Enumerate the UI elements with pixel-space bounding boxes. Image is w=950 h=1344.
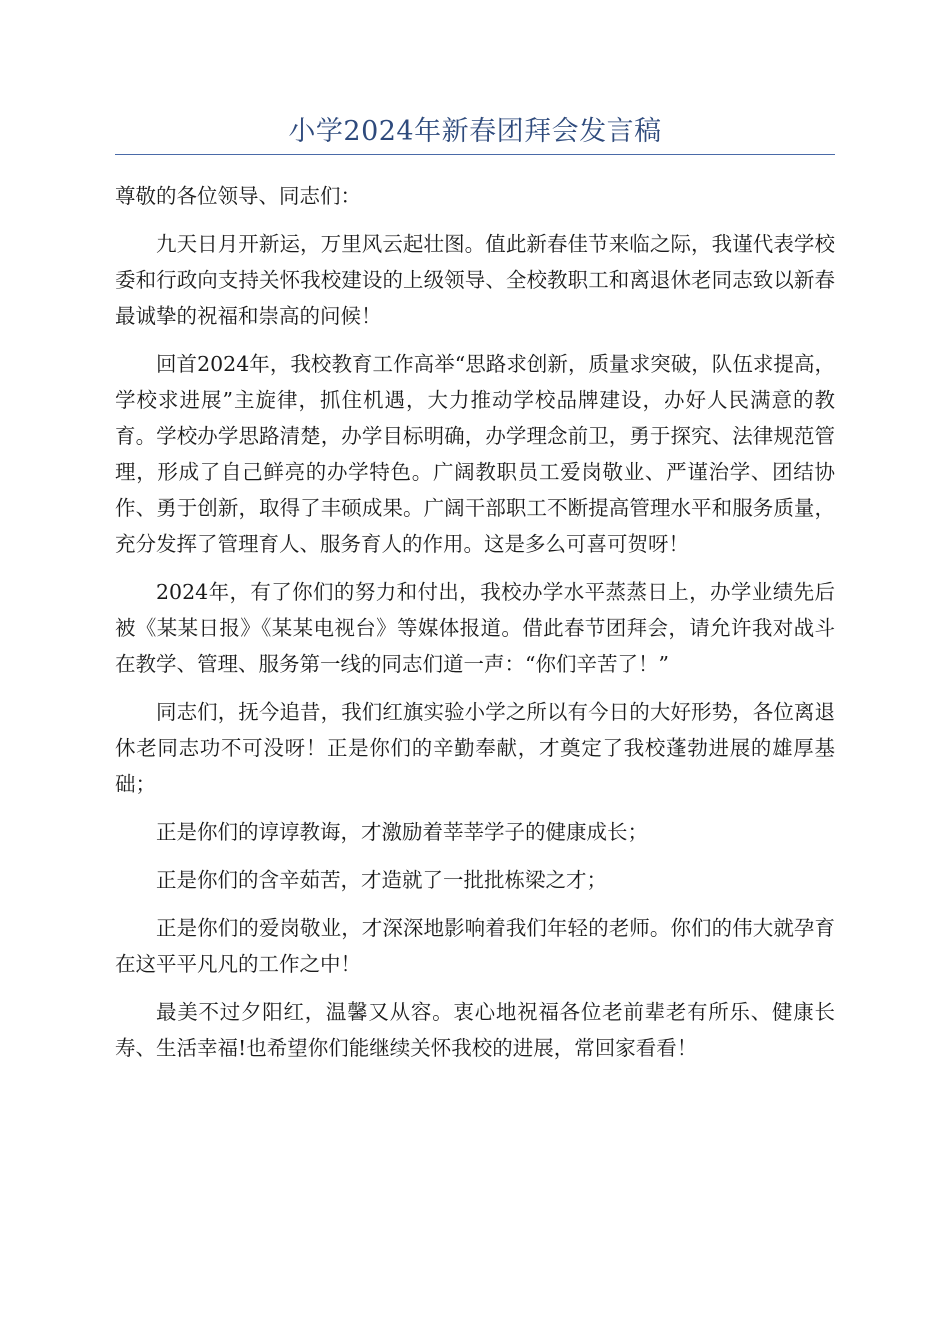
paragraph-blessing: 最美不过夕阳红，温馨又从容。衷心地祝福各位老前辈老有所乐、健康长寿、生活幸福!也希望你们能继续关怀我校的进展，常回家看看！: [115, 1000, 835, 1060]
paragraph-achievements: 2024年，有了你们的努力和付出，我校办学水平蒸蒸日上，办学业绩先后被《某某日报》《某某电视台》等媒体报道。借此春节团拜会，请允许我对战斗在教学、管理、服务第一线的同志们道一声：“你们辛苦了！”: [115, 580, 835, 676]
salutation: 尊敬的各位领导、同志们：: [115, 184, 361, 208]
document-body: [115, 178, 835, 1078]
paragraph-review: 回首2024年，我校教育工作高举“思路求创新，质量求突破，队伍求提高，学校求进展”主旋律，抓住机遇，大力推动学校品牌建设，办好人民满意的教育。学校办学思路清楚，办学目标明确，办学理念前卫，勇于探究、法律规范管理，形成了自己鲜亮的办学特色。广阔教职员工爱岗敬业、严谨治学、团结协作、勇于创新，取得了丰硕成果。广阔干部职工不断提高管理水平和服务质量，充分发挥了管理育人、服务育人的作用。这是多么可喜可贺呀！: [115, 352, 835, 556]
paragraph-opening: 九天日月开新运，万里风云起壮图。值此新春佳节来临之际，我谨代表学校委和行政向支持关怀我校建设的上级领导、全校教职工和离退休老同志致以新春最诚挚的祝福和崇高的问候！: [115, 232, 835, 328]
document-title: 小学2024年新春团拜会发言稿: [288, 116, 662, 147]
paragraph-dedication: 正是你们的爱岗敬业，才深深地影响着我们年轻的老师。你们的伟大就孕育在这平平凡凡的工作之中！: [115, 916, 835, 976]
paragraph-talent: 正是你们的含辛茹苦，才造就了一批批栋梁之才；: [156, 868, 607, 892]
paragraph-retirees: 同志们，抚今追昔，我们红旗实验小学之所以有今日的大好形势，各位离退休老同志功不可没呀！正是你们的辛勤奉献，才奠定了我校蓬勃进展的雄厚基础；: [115, 700, 835, 796]
paragraph-teaching: 正是你们的谆谆教诲，才激励着莘莘学子的健康成长；: [156, 820, 648, 844]
title-underline: [115, 154, 835, 155]
